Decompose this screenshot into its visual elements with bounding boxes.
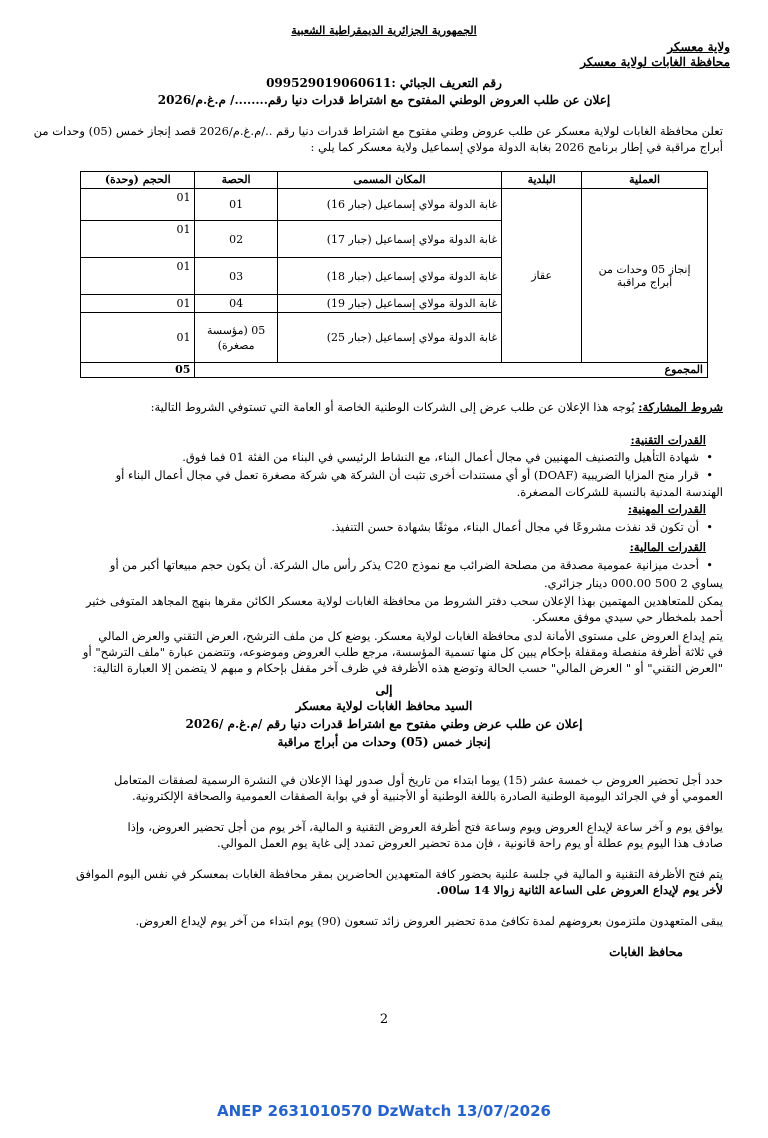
deposit-line-1: يتم إيداع العروض على مستوى الأمانة لدى محافظة الغابات لولاية معسكر. يوضع كل من ملف الترشح، العرض التقني والعرض المالي xyxy=(98,629,723,643)
deadline-line-2: صادف هذا اليوم يوم عطلة أو يوم راحة قانونية ، فإن مدة تحضير العروض تمدد إلى غاية يوم العمل الموالي. xyxy=(217,836,723,850)
financial-title: القدرات المالية: xyxy=(629,540,706,554)
conservation-name: محافظة الغابات لولاية معسكر xyxy=(580,55,730,69)
place-cell: غابة الدولة مولاي إسماعيل (جبار 18) xyxy=(277,258,501,295)
lot-cell: 05 (مؤسسة مصغرة) xyxy=(195,313,277,363)
page-number: 2 xyxy=(379,1012,389,1027)
total-label: المجموع xyxy=(195,363,708,378)
financial-item-1-line-2: يساوي 2 500 000.00 دينار جزائري. xyxy=(543,576,723,590)
conditions-title: شروط المشاركة: xyxy=(638,400,723,414)
validity-paragraph: يبقى المتعهدون ملتزمون بعروضهم لمدة تكافئ مدة تحضير العروض زائد تسعون (90) يوم ابتداء من آخر يوم لإيداع العروض. xyxy=(135,914,723,928)
table-header-row xyxy=(81,172,708,189)
envelope-to: إلى xyxy=(375,683,393,697)
envelope-object: إنجاز خمس (05) وحدات من أبراج مراقبة xyxy=(277,735,491,749)
technical-item-2-line-2: الهندسة المدنية بالنسبة للشركات المصغرة. xyxy=(516,485,723,499)
signature: محافظ الغابات xyxy=(609,945,683,959)
deposit-line-2: في ثلاثة أظرفة منفصلة ومقفلة بإحكام يبين كل منها تسمية المؤسسة، مرجع طلب العروض وموضوعه، وتتضمن عبارة "ملف الترشح" أو xyxy=(82,645,723,659)
wilaya-name: ولاية معسكر xyxy=(667,40,730,54)
delay-paragraph xyxy=(33,772,723,804)
deposit-line-3: "العرض التقني" أو " العرض المالي" حسب الحالة وتوضع هذه الأظرفة في ظرف آخر مقفل بإحكام و مبهم لا يتضمن إلا العبارة التالية: xyxy=(92,661,723,675)
withdraw-line-2: أحمد بلمخطار حي سيدي موفق معسكر. xyxy=(531,610,723,624)
intro-paragraph xyxy=(33,123,723,155)
intro-line-1: تعلن محافظة الغابات لولاية معسكر عن طلب عروض وطني مفتوح مع اشتراط قدرات دنيا رقم ../م.غ.م/2026 قصد إنجاز خمس (05) وحدات من xyxy=(33,124,723,138)
header-volume: الحجم (وحدة) xyxy=(81,172,195,189)
operation-cell: إنجاز 05 وحدات من أبراج مراقبة xyxy=(582,189,708,363)
table-row xyxy=(81,189,708,221)
header-operation: العملية xyxy=(582,172,708,189)
technical-item-1: • شهادة التأهيل والتصنيف المهنيين في مجال أعمال البناء، مع النشاط الرئيسي في البناء من الفئة 01 فما فوق. xyxy=(33,449,713,465)
envelope-recipient: السيد محافظ الغابات لولاية معسكر xyxy=(295,699,473,713)
notice-title: إعلان عن طلب العروض الوطني المفتوح مع اشتراط قدرات دنيا رقم......../ م.غ.م/2026 xyxy=(157,93,611,107)
issuer-block xyxy=(580,40,730,70)
opening-paragraph xyxy=(33,866,723,898)
header-commune: البلدية xyxy=(502,172,582,189)
volume-cell: 01 xyxy=(81,189,195,221)
place-cell: غابة الدولة مولاي إسماعيل (جبار 19) xyxy=(277,295,501,313)
volume-cell: 01 xyxy=(81,221,195,258)
lot-cell: 03 xyxy=(195,258,277,295)
technical-item-2 xyxy=(33,467,713,483)
operations-table xyxy=(80,171,708,378)
footer-reference: ANEP 2631010570 DzWatch 13/07/2026 xyxy=(217,1102,551,1120)
intro-line-2: أبراج مراقبة في إطار برنامج 2026 بغابة الدولة مولاي إسماعيل ولاية معسكر كما يلي : xyxy=(310,140,723,154)
place-cell: غابة الدولة مولاي إسماعيل (جبار 16) xyxy=(277,189,501,221)
commune-cell: عقاز xyxy=(502,189,582,363)
total-value: 05 xyxy=(81,363,195,378)
header-place: المكان المسمى xyxy=(277,172,501,189)
header-lot: الحصة xyxy=(195,172,277,189)
conditions-text: يُوجه هذا الإعلان عن طلب عرض إلى الشركات الوطنية الخاصة أو العامة التي تستوفي الشروط التالية: xyxy=(150,400,635,414)
volume-cell: 01 xyxy=(81,313,195,363)
technical-item-2-line-1: • قرار منح المزايا الضريبية (DOAF) أو أي مستندات أخرى تثبت أن الشركة هي شركة مصغرة تعمل في مجال أعمال البناء أو xyxy=(115,468,699,482)
opening-line-2: لأخر يوم لإيداع العروض على الساعة الثانية زوالا 14 سا00. xyxy=(436,883,723,897)
table-total-row xyxy=(81,363,708,378)
technical-title: القدرات التقنية: xyxy=(630,433,706,447)
withdraw-line-1: يمكن للمتعاهدين المهتمين بهذا الإعلان سحب دفتر الشروط من محافظة الغابات لولاية معسكر الكائن مقرها بنهج المجاهد المتوفى خثير xyxy=(85,594,723,608)
delay-line-2: العمومي أو في الجرائد اليومية الوطنية الصادرة باللغة الوطنية أو الأجنبية أو في بوابة الصفقات العمومية والصحافة الإلكترونية. xyxy=(131,789,723,803)
envelope-reference: إعلان عن طلب عرض وطني مفتوح مع اشتراط قدرات دنيا رقم /م.غ.م /2026 xyxy=(185,717,583,731)
deposit-paragraph xyxy=(33,628,723,676)
place-cell: غابة الدولة مولاي إسماعيل (جبار 25) xyxy=(277,313,501,363)
volume-cell: 01 xyxy=(81,258,195,295)
conditions-paragraph xyxy=(33,399,723,415)
delay-line-1: حدد أجل تحضير العروض ب خمسة عشر (15) يوما ابتداء من تاريخ أول صدور لهذا الإعلان في النشرة الرسمية لصفقات المتعامل xyxy=(113,773,723,787)
opening-line-1: يتم فتح الأظرفة التقنية و المالية في جلسة علنية بحضور كافة المتعهدين الحاضرين بمقر محافظة الغابات بمعسكر في نفس اليوم الموافق xyxy=(75,867,723,881)
republic-heading: الجمهورية الجزائرية الديمقراطية الشعبية xyxy=(291,24,477,37)
professional-title: القدرات المهنية: xyxy=(627,502,706,516)
professional-item-1: • أن تكون قد نفذت مشروعًا في مجال أعمال البناء، موثقًا بشهادة حسن التنفيذ. xyxy=(33,519,713,535)
lot-cell: 01 xyxy=(195,189,277,221)
lot-cell: 04 xyxy=(195,295,277,313)
lot-cell: 02 xyxy=(195,221,277,258)
volume-cell: 01 xyxy=(81,295,195,313)
deadline-paragraph xyxy=(33,819,723,851)
tax-id: رقم التعريف الجبائي :099529019060611 xyxy=(266,76,502,90)
withdraw-paragraph xyxy=(33,593,723,625)
place-cell: غابة الدولة مولاي إسماعيل (جبار 17) xyxy=(277,221,501,258)
deadline-line-1: يوافق يوم و آخر ساعة لإيداع العروض ويوم وساعة فتح أظرفة العروض التقنية و المالية، آخر يوم من أجل تحضير العروض، وإذا xyxy=(127,820,723,834)
financial-item-1: • أحدث ميزانية عمومية مصدقة من مصلحة الضرائب مع نموذج C20 يذكر رأس مال الشركة. أن يكون حجم مبيعاتها أكبر من أو xyxy=(33,557,713,573)
